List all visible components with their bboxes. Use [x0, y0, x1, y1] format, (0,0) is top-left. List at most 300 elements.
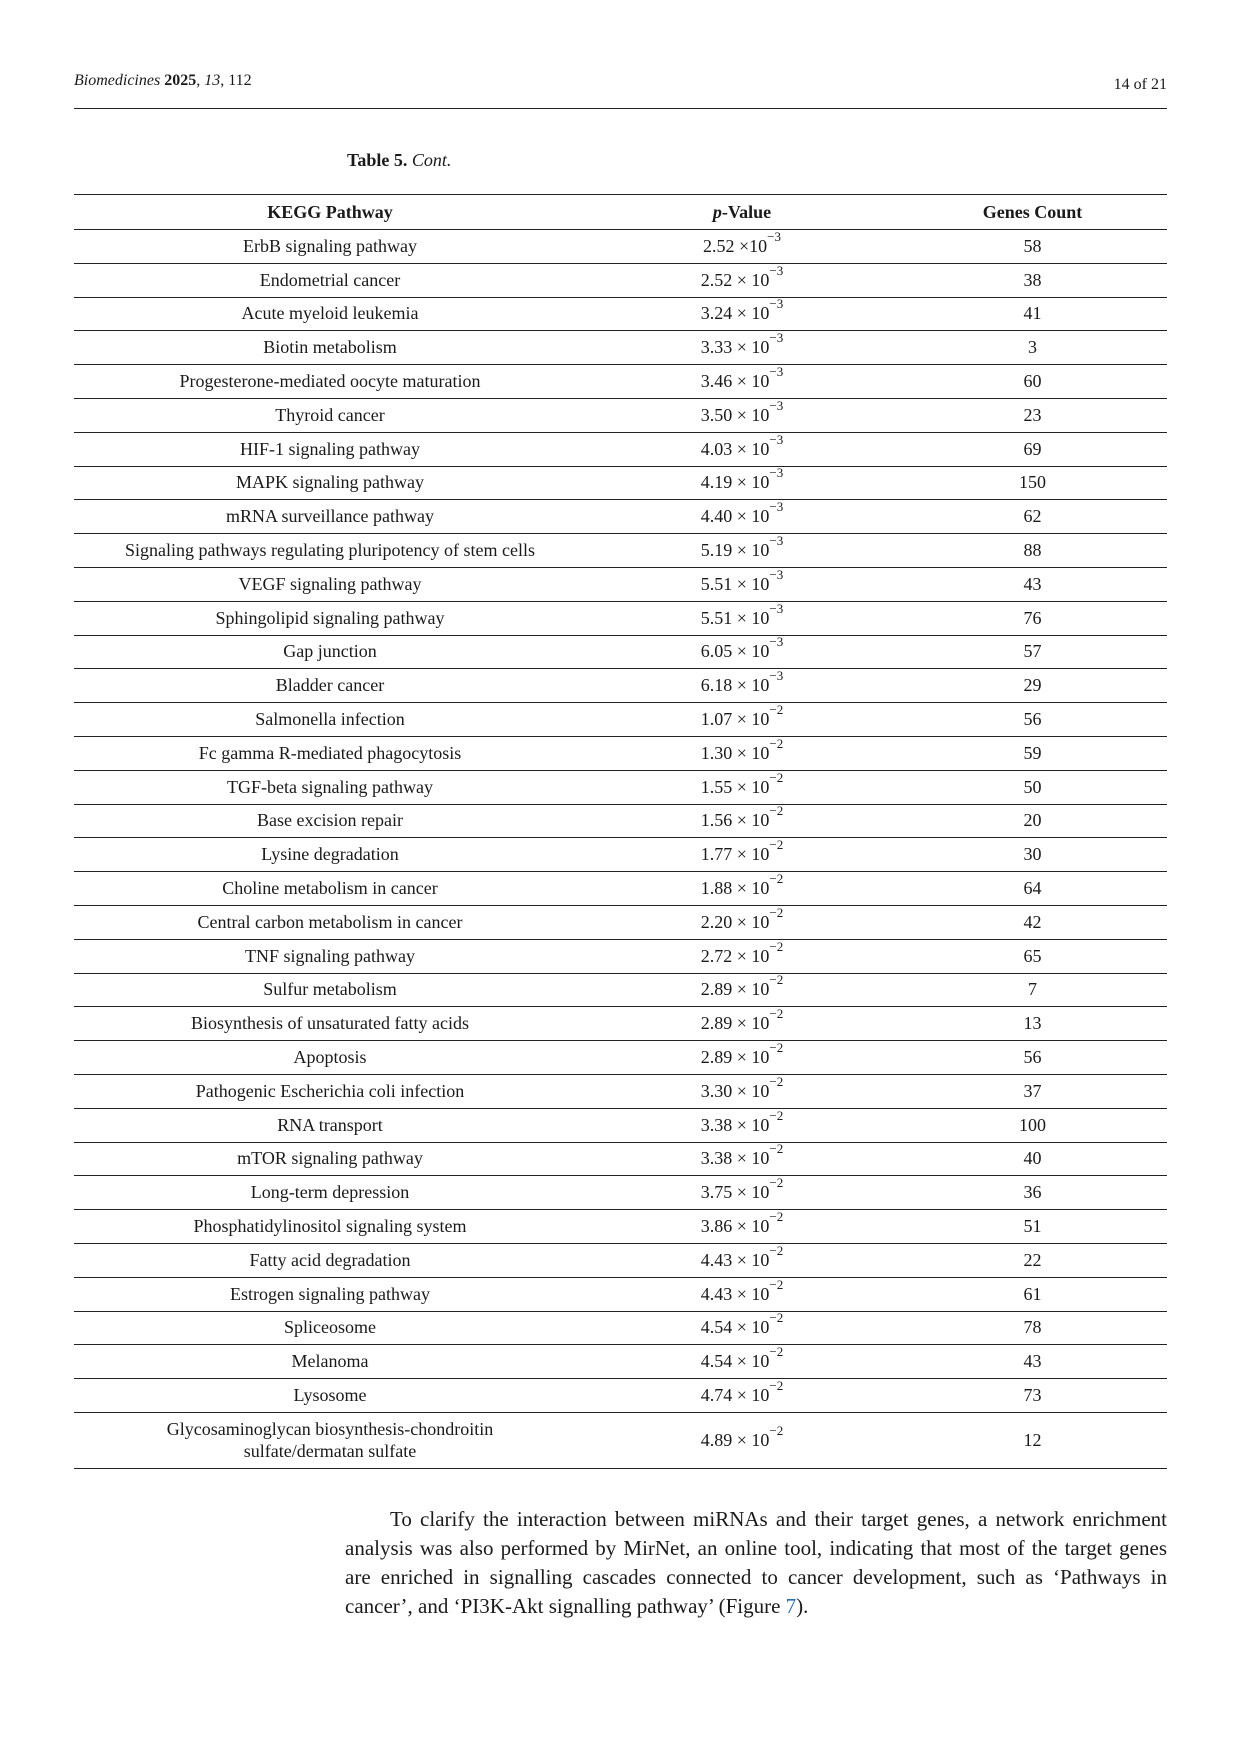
pathway-cell: Bladder cancer	[74, 669, 586, 703]
genes-count-cell: 58	[898, 230, 1167, 264]
pathway-cell: mTOR signaling pathway	[74, 1142, 586, 1176]
pvalue-base: 10	[749, 235, 768, 256]
genes-count-cell: 100	[898, 1108, 1167, 1142]
pvalue-exponent: −2	[769, 1344, 784, 1360]
pvalue-cell	[586, 1311, 898, 1345]
pvalue-mantissa: 4.54	[700, 1351, 733, 1372]
journal-volume: 13	[204, 72, 221, 89]
pvalue-base: 10	[751, 742, 770, 763]
pvalue-exponent: −3	[769, 431, 784, 447]
pathway-cell: Fatty acid degradation	[74, 1243, 586, 1277]
pvalue-exponent: −3	[769, 364, 784, 380]
pathway-cell: MAPK signaling pathway	[74, 466, 586, 500]
table-row	[74, 1210, 1167, 1244]
genes-count-cell: 29	[898, 669, 1167, 703]
genes-count-cell: 22	[898, 1243, 1167, 1277]
pvalue-times: ×	[732, 438, 752, 459]
table-row	[74, 567, 1167, 601]
pvalue-cell	[586, 1379, 898, 1413]
pvalue-times: ×	[732, 1317, 752, 1338]
pathway-cell: Biotin metabolism	[74, 331, 586, 365]
pvalue-times: ×	[732, 1182, 752, 1203]
table-row	[74, 804, 1167, 838]
pvalue-mantissa: 3.46	[700, 371, 733, 392]
table-row	[74, 939, 1167, 973]
table-row	[74, 1142, 1167, 1176]
pvalue-cell	[586, 365, 898, 399]
genes-count-cell: 78	[898, 1311, 1167, 1345]
table-body	[74, 230, 1167, 1469]
column-header-genes: Genes Count	[982, 201, 1083, 222]
table-row	[74, 1243, 1167, 1277]
pvalue-cell	[586, 1041, 898, 1075]
pvalue-mantissa: 3.75	[700, 1182, 733, 1203]
genes-count-cell: 51	[898, 1210, 1167, 1244]
pvalue-times: ×	[732, 506, 752, 527]
genes-count-cell: 59	[898, 736, 1167, 770]
table-row	[74, 534, 1167, 568]
table-row	[74, 1041, 1167, 1075]
pvalue-cell	[586, 736, 898, 770]
pvalue-base: 10	[751, 269, 770, 290]
pvalue-base: 10	[751, 1351, 770, 1372]
pvalue-exponent: −2	[769, 1209, 784, 1224]
pathway-cell: Estrogen signaling pathway	[74, 1277, 586, 1311]
pvalue-exponent: −2	[769, 1141, 784, 1157]
pvalue-exponent: −2	[769, 1040, 784, 1056]
pvalue-cell	[586, 804, 898, 838]
pvalue-exponent: −3	[769, 262, 784, 278]
pvalue-times: ×	[732, 540, 752, 561]
pvalue-mantissa: 4.89	[700, 1430, 733, 1451]
pvalue-base: 10	[751, 675, 770, 696]
pathway-cell: mRNA surveillance pathway	[74, 500, 586, 534]
caption-label: Table 5.	[347, 150, 408, 170]
journal-citation: Biomedicines 2025, 13, 112	[74, 72, 252, 89]
pathway-cell: Melanoma	[74, 1345, 586, 1379]
genes-count-cell: 23	[898, 398, 1167, 432]
pvalue-base: 10	[751, 1430, 770, 1451]
pvalue-cell	[586, 1142, 898, 1176]
pvalue-mantissa: 2.52	[700, 269, 733, 290]
pvalue-exponent: −3	[769, 465, 784, 481]
genes-count-cell: 50	[898, 770, 1167, 804]
pvalue-mantissa: 4.74	[700, 1384, 733, 1405]
genes-count-cell: 37	[898, 1074, 1167, 1108]
pvalue-exponent: −2	[769, 1423, 784, 1439]
pvalue-exponent: −2	[769, 972, 784, 988]
pvalue-base: 10	[751, 404, 770, 425]
pvalue-times: ×	[732, 776, 752, 797]
pvalue-times: ×	[734, 235, 750, 256]
table-row	[74, 669, 1167, 703]
paragraph-text: To clarify the interaction between miRNAs and their target genes, a network enrichment analysis was also performed by MirNet, an online tool, indicating that most of the target genes are enriched in signalling cascades connected to cancer development, such as ‘Pathways in cancer’, and ‘PI3K-Akt signalling pathway’ (Figure	[345, 1507, 1167, 1618]
pvalue-base: 10	[751, 472, 770, 493]
genes-count-cell: 56	[898, 1041, 1167, 1075]
pvalue-base: 10	[751, 540, 770, 561]
pvalue-base: 10	[751, 641, 770, 662]
pvalue-exponent: −2	[769, 837, 784, 853]
pathway-cell: TGF-beta signaling pathway	[74, 770, 586, 804]
column-header-pvalue	[586, 195, 898, 230]
pvalue-mantissa: 2.89	[700, 979, 733, 1000]
pvalue-base: 10	[751, 776, 770, 797]
pathway-cell: Salmonella infection	[74, 703, 586, 737]
pvalue-exponent: −3	[769, 668, 784, 684]
pvalue-base: 10	[751, 1283, 770, 1304]
pvalue-exponent: −3	[769, 397, 784, 413]
pvalue-times: ×	[732, 1080, 752, 1101]
pvalue-exponent: −3	[769, 533, 784, 549]
table-row	[74, 973, 1167, 1007]
pvalue-exponent: −2	[769, 1242, 784, 1258]
pathway-cell: Central carbon metabolism in cancer	[74, 905, 586, 939]
pvalue-exponent: −2	[769, 1175, 784, 1191]
pvalue-base: 10	[751, 1080, 770, 1101]
table-header-row	[74, 195, 1167, 230]
pathway-cell: RNA transport	[74, 1108, 586, 1142]
pvalue-mantissa: 4.43	[700, 1249, 733, 1270]
genes-count-cell: 69	[898, 432, 1167, 466]
pvalue-mantissa: 3.38	[700, 1114, 733, 1135]
pvalue-exponent: −2	[769, 1276, 784, 1292]
pvalue-exponent: −2	[769, 803, 784, 819]
pvalue-cell	[586, 1108, 898, 1142]
pvalue-base: 10	[751, 1249, 770, 1270]
pvalue-mantissa: 5.51	[700, 607, 733, 628]
figure-reference-link[interactable]: 7	[785, 1594, 797, 1618]
pvalue-base: 10	[751, 878, 770, 899]
pvalue-mantissa: 1.55	[700, 776, 733, 797]
pvalue-times: ×	[732, 1148, 752, 1169]
genes-count-cell: 64	[898, 872, 1167, 906]
table-row	[74, 1007, 1167, 1041]
pvalue-exponent: −2	[769, 871, 784, 887]
pathway-cell: Acute myeloid leukemia	[74, 297, 586, 331]
pathway-cell: Pathogenic Escherichia coli infection	[74, 1074, 586, 1108]
pvalue-exponent: −2	[769, 1107, 784, 1123]
genes-count-cell: 88	[898, 534, 1167, 568]
pathway-cell: Sulfur metabolism	[74, 973, 586, 1007]
pvalue-mantissa: 4.54	[700, 1317, 733, 1338]
pvalue-cell	[586, 466, 898, 500]
pvalue-cell	[586, 398, 898, 432]
pvalue-cell	[586, 534, 898, 568]
pvalue-cell	[586, 601, 898, 635]
pvalue-mantissa: 5.51	[700, 573, 733, 594]
pvalue-base: 10	[751, 371, 770, 392]
pathway-cell: Choline metabolism in cancer	[74, 872, 586, 906]
pvalue-cell	[586, 1345, 898, 1379]
pvalue-cell	[586, 770, 898, 804]
pvalue-cell	[586, 1412, 898, 1468]
pvalue-times: ×	[732, 1384, 752, 1405]
genes-count-cell: 7	[898, 973, 1167, 1007]
pvalue-base: 10	[751, 1317, 770, 1338]
pathway-cell: Spliceosome	[74, 1311, 586, 1345]
pvalue-times: ×	[732, 911, 752, 932]
genes-count-cell: 62	[898, 500, 1167, 534]
pvalue-base: 10	[751, 1114, 770, 1135]
genes-count-cell: 42	[898, 905, 1167, 939]
caption-text: Cont.	[411, 150, 452, 170]
pvalue-exponent: −2	[769, 769, 784, 785]
genes-count-cell: 60	[898, 365, 1167, 399]
pvalue-cell	[586, 500, 898, 534]
pvalue-base: 10	[751, 438, 770, 459]
pvalue-exponent: −2	[769, 938, 784, 954]
pvalue-times: ×	[732, 675, 752, 696]
pvalue-cell	[586, 297, 898, 331]
genes-count-cell: 20	[898, 804, 1167, 838]
pvalue-mantissa: 4.03	[700, 438, 733, 459]
pvalue-base: 10	[751, 1047, 770, 1068]
pvalue-mantissa: 3.50	[700, 404, 733, 425]
pvalue-times: ×	[732, 1114, 752, 1135]
table-row	[74, 1176, 1167, 1210]
pvalue-base: 10	[751, 709, 770, 730]
kegg-pathway-table	[74, 194, 1167, 1469]
pathway-name-line2: sulfate/dermatan sulfate	[243, 1441, 417, 1462]
pvalue-mantissa: 3.30	[700, 1080, 733, 1101]
genes-count-cell: 73	[898, 1379, 1167, 1413]
table-row	[74, 1379, 1167, 1413]
pathway-cell: VEGF signaling pathway	[74, 567, 586, 601]
pvalue-cell	[586, 1176, 898, 1210]
pvalue-cell	[586, 1277, 898, 1311]
pvalue-exponent: −3	[769, 499, 784, 515]
pathway-name-line1: Glycosaminoglycan biosynthesis-chondroitin	[166, 1419, 494, 1440]
pathway-cell: Lysine degradation	[74, 838, 586, 872]
pvalue-cell	[586, 973, 898, 1007]
pvalue-cell	[586, 1243, 898, 1277]
pvalue-cell	[586, 905, 898, 939]
pvalue-base: 10	[751, 979, 770, 1000]
genes-count-cell: 3	[898, 331, 1167, 365]
pvalue-mantissa: 6.18	[700, 675, 733, 696]
pvalue-base: 10	[751, 1182, 770, 1203]
pvalue-exponent: −2	[769, 1310, 784, 1326]
table-row	[74, 230, 1167, 264]
pathway-cell: Endometrial cancer	[74, 263, 586, 297]
pvalue-times: ×	[732, 641, 752, 662]
table-row	[74, 1277, 1167, 1311]
pvalue-mantissa: 3.33	[700, 337, 733, 358]
table-row	[74, 365, 1167, 399]
pvalue-cell	[586, 635, 898, 669]
pvalue-exponent: −2	[769, 1006, 784, 1022]
pathway-cell: Lysosome	[74, 1379, 586, 1413]
pvalue-mantissa: 1.30	[700, 742, 733, 763]
paragraph-text-end: ).	[796, 1594, 809, 1618]
pvalue-times: ×	[732, 404, 752, 425]
pvalue-mantissa: 1.77	[700, 844, 733, 865]
pvalue-exponent: −3	[769, 296, 784, 312]
pvalue-times: ×	[732, 1430, 752, 1451]
pvalue-mantissa: 1.56	[700, 810, 733, 831]
pvalue-label: -Value	[721, 201, 772, 222]
genes-count-cell: 61	[898, 1277, 1167, 1311]
pvalue-times: ×	[732, 303, 752, 324]
pvalue-cell	[586, 263, 898, 297]
pvalue-cell	[586, 1007, 898, 1041]
pvalue-times: ×	[732, 878, 752, 899]
genes-count-cell: 13	[898, 1007, 1167, 1041]
pvalue-times: ×	[732, 979, 752, 1000]
pvalue-base: 10	[751, 911, 770, 932]
pvalue-cell	[586, 331, 898, 365]
pvalue-base: 10	[751, 1384, 770, 1405]
pvalue-exponent: −2	[769, 904, 784, 920]
pathway-cell: ErbB signaling pathway	[74, 230, 586, 264]
table-row	[74, 1345, 1167, 1379]
pvalue-mantissa: 2.52	[703, 235, 735, 256]
pvalue-base: 10	[751, 1013, 770, 1034]
table-row	[74, 703, 1167, 737]
pvalue-times: ×	[732, 573, 752, 594]
pvalue-cell	[586, 230, 898, 264]
pvalue-times: ×	[732, 269, 752, 290]
pvalue-mantissa: 4.19	[700, 472, 733, 493]
pvalue-mantissa: 2.89	[700, 1013, 733, 1034]
genes-count-cell: 38	[898, 263, 1167, 297]
pvalue-mantissa: 1.07	[700, 709, 733, 730]
pvalue-mantissa: 2.20	[700, 911, 733, 932]
table-row	[74, 838, 1167, 872]
genes-count-cell: 43	[898, 567, 1167, 601]
pathway-cell: TNF signaling pathway	[74, 939, 586, 973]
pvalue-exponent: −3	[769, 330, 784, 346]
body-paragraph	[345, 1505, 1167, 1621]
pvalue-mantissa: 6.05	[700, 641, 733, 662]
genes-count-cell: 12	[898, 1412, 1167, 1468]
pathway-cell: HIF-1 signaling pathway	[74, 432, 586, 466]
pvalue-base: 10	[751, 945, 770, 966]
pvalue-cell	[586, 872, 898, 906]
table-caption	[347, 150, 451, 171]
pvalue-times: ×	[732, 844, 752, 865]
article-number: 112	[228, 72, 252, 89]
pvalue-base: 10	[751, 1148, 770, 1169]
pvalue-times: ×	[732, 945, 752, 966]
pvalue-base: 10	[751, 810, 770, 831]
pvalue-exponent: −3	[769, 566, 784, 582]
pvalue-base: 10	[751, 303, 770, 324]
genes-count-cell: 76	[898, 601, 1167, 635]
pvalue-times: ×	[732, 472, 752, 493]
pvalue-times: ×	[732, 1013, 752, 1034]
pathway-cell: Long-term depression	[74, 1176, 586, 1210]
pathway-cell	[74, 1412, 586, 1468]
journal-year: 2025	[164, 72, 197, 89]
pathway-cell: Sphingolipid signaling pathway	[74, 601, 586, 635]
pvalue-times: ×	[732, 1283, 752, 1304]
pvalue-exponent: −3	[769, 600, 784, 616]
table-row	[74, 872, 1167, 906]
pvalue-times: ×	[732, 371, 752, 392]
pvalue-times: ×	[732, 1047, 752, 1068]
genes-count-cell: 150	[898, 466, 1167, 500]
table-row	[74, 1108, 1167, 1142]
pvalue-cell	[586, 669, 898, 703]
pvalue-mantissa: 3.38	[700, 1148, 733, 1169]
pvalue-exponent: −3	[769, 634, 784, 650]
pvalue-mantissa: 2.89	[700, 1047, 733, 1068]
pathway-cell: Thyroid cancer	[74, 398, 586, 432]
table-row	[74, 297, 1167, 331]
pvalue-base: 10	[751, 337, 770, 358]
genes-count-cell: 56	[898, 703, 1167, 737]
pvalue-times: ×	[732, 709, 752, 730]
pvalue-base: 10	[751, 607, 770, 628]
pvalue-mantissa: 4.43	[700, 1283, 733, 1304]
pvalue-exponent: −2	[769, 1377, 784, 1393]
pathway-cell: Apoptosis	[74, 1041, 586, 1075]
genes-count-cell: 65	[898, 939, 1167, 973]
pvalue-mantissa: 3.24	[700, 303, 733, 324]
journal-name: Biomedicines	[74, 72, 161, 89]
pathway-cell: Biosynthesis of unsaturated fatty acids	[74, 1007, 586, 1041]
page-header	[74, 70, 1167, 109]
genes-count-cell: 36	[898, 1176, 1167, 1210]
pvalue-cell	[586, 567, 898, 601]
pathway-cell: Fc gamma R-mediated phagocytosis	[74, 736, 586, 770]
pvalue-cell	[586, 432, 898, 466]
table-row	[74, 1311, 1167, 1345]
table-row	[74, 635, 1167, 669]
table-row	[74, 466, 1167, 500]
pvalue-times: ×	[732, 337, 752, 358]
pvalue-cell	[586, 1074, 898, 1108]
pvalue-base: 10	[751, 1216, 770, 1236]
pvalue-times: ×	[732, 810, 752, 831]
pvalue-exponent: −2	[769, 702, 784, 718]
pvalue-times: ×	[732, 1249, 752, 1270]
table-row	[74, 770, 1167, 804]
table-row	[74, 601, 1167, 635]
pathway-cell: Base excision repair	[74, 804, 586, 838]
pvalue-mantissa: 5.19	[700, 540, 733, 561]
table-row	[74, 263, 1167, 297]
table-row	[74, 905, 1167, 939]
pvalue-base: 10	[751, 506, 770, 527]
column-header-pathway: KEGG Pathway	[267, 201, 393, 222]
genes-count-cell: 43	[898, 1345, 1167, 1379]
pvalue-mantissa: 2.72	[700, 945, 733, 966]
pathway-cell: Signaling pathways regulating pluripotency of stem cells	[74, 534, 586, 568]
genes-count-cell: 30	[898, 838, 1167, 872]
pathway-cell: Progesterone-mediated oocyte maturation	[74, 365, 586, 399]
pvalue-cell	[586, 838, 898, 872]
pathway-cell: Gap junction	[74, 635, 586, 669]
pvalue-exponent: −2	[769, 1073, 784, 1089]
pvalue-cell	[586, 939, 898, 973]
pvalue-exponent: −2	[769, 735, 784, 751]
genes-count-cell: 57	[898, 635, 1167, 669]
pvalue-times: ×	[732, 742, 752, 763]
table-row	[74, 500, 1167, 534]
table-row	[74, 331, 1167, 365]
pathway-cell: Phosphatidylinositol signaling system	[74, 1210, 586, 1244]
pvalue-exponent: −3	[767, 228, 781, 244]
pvalue-p-symbol: p	[712, 201, 722, 222]
table-row	[74, 1074, 1167, 1108]
pvalue-cell	[586, 1210, 898, 1244]
pvalue-times: ×	[732, 1351, 752, 1372]
table-row	[74, 736, 1167, 770]
pvalue-mantissa: 3.86	[700, 1216, 733, 1236]
genes-count-cell: 40	[898, 1142, 1167, 1176]
